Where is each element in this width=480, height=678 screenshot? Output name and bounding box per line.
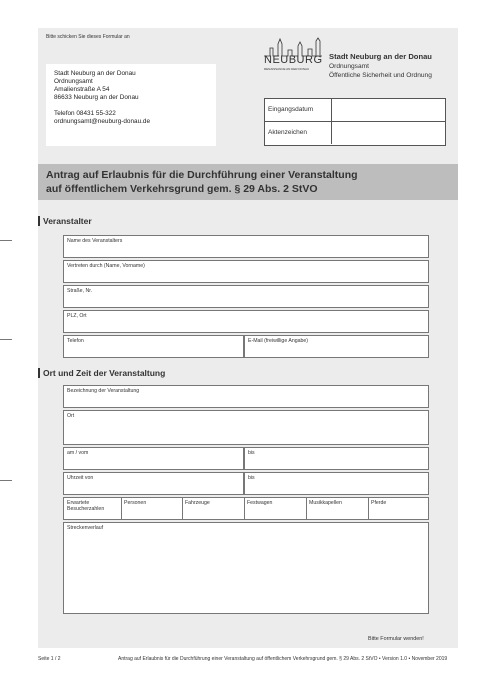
footer-text: Antrag auf Erlaubnis für die Durchführung einer Veranstaltung auf öffentlichem Verkehrsgrund gem. § 29 Abs. 2 StVO • Version 1.0 • November 2019 [118,656,448,662]
org-name: Stadt Neuburg an der Donau [329,52,432,61]
musikkapellen-label[interactable]: Musikkapellen [309,500,342,506]
form-title [38,164,458,200]
name-field[interactable] [63,235,429,258]
office-use-box [264,98,446,146]
divider [244,498,245,519]
telefon-field[interactable] [63,335,244,358]
divider [306,498,307,519]
am-vom-field[interactable] [63,447,244,470]
address-line: Amalienstraße A 54 [54,86,110,93]
section-marker [38,368,40,378]
field-label: Straße, Nr. [67,288,93,294]
ort-field[interactable] [63,410,429,445]
divider [368,498,369,519]
field-label: Name des Veranstalters [67,238,123,244]
festwagen-label[interactable]: Festwagen [247,500,273,506]
section-heading-text: Veranstalter [43,216,92,226]
uhrzeit-field[interactable] [63,472,244,495]
email-field[interactable] [244,335,429,358]
divider [121,498,122,519]
bis-date-field[interactable] [244,447,429,470]
strasse-field[interactable] [63,285,429,308]
title-line-1: Antrag auf Erlaubnis für die Durchführung einer Veranstaltung [46,169,358,181]
field-label: Telefon [67,338,84,344]
besucher-row [63,497,429,520]
address-line: Ordnungsamt [54,78,93,85]
field-label: am / vom [67,450,89,456]
field-label: Uhrzeit von [67,475,94,481]
field-label: bis [248,450,255,456]
title-line-2: auf öffentlichem Verkehrsgrund gem. § 29 Abs. 2 StVO [46,183,318,195]
divider [182,498,183,519]
address-line: Telefon 08431 55-322 [54,110,116,117]
address-line [54,102,150,110]
org-sub: Öffentliche Sicherheit und Ordnung [329,72,432,79]
strecke-field[interactable] [63,522,429,614]
send-note: Bitte schicken Sie dieses Formular an [46,34,130,40]
bezeichnung-field[interactable] [63,385,429,408]
section-heading-text: Ort und Zeit der Veranstaltung [43,368,166,378]
field-label: Streckenverlauf [67,525,104,531]
address-window [46,64,216,146]
field-label: Bezeichnung der Veranstaltung [67,388,140,394]
bis-time-field[interactable] [244,472,429,495]
address-line: ordnungsamt@neuburg-donau.de [54,118,151,125]
fold-mark [0,480,12,481]
address-line: 86633 Neuburg an der Donau [54,94,139,101]
aktenzeichen-row[interactable] [265,122,445,144]
logo-word: NEUBURG [264,54,323,66]
pferde-label[interactable]: Pferde [371,500,387,506]
aktenzeichen-label: Aktenzeichen [268,129,308,136]
eingangsdatum-label: Eingangsdatum [268,106,314,113]
fold-mark [0,240,12,241]
plz-field[interactable] [63,310,429,333]
fold-mark [0,339,12,340]
page-number: Seite 1 / 2 [38,656,61,662]
turn-note: Bitte Formular wenden! [368,636,424,642]
org-dept: Ordnungsamt [329,63,369,70]
field-label: Ort [67,413,75,419]
field-label: E-Mail (freiwillige Angabe) [248,338,308,344]
section-marker [38,216,40,226]
divider [331,122,332,144]
field-label: Vertreten durch (Name, Vorname) [67,263,145,269]
personen-label[interactable]: Personen [124,500,147,506]
fahrzeuge-label[interactable]: Fahrzeuge [185,500,210,506]
eingangsdatum-row[interactable] [265,99,445,122]
vertreten-field[interactable] [63,260,429,283]
field-label: PLZ, Ort [67,313,87,319]
section-heading-ort-zeit [38,368,165,378]
city-logo [262,36,324,76]
besucher-label: Erwartete Besucherzahlen [67,500,105,512]
address-line: Stadt Neuburg an der Donau [54,70,136,77]
divider [331,99,332,121]
logo-tagline: RENAISSANCE AN DER DONAU [264,67,310,71]
section-heading-veranstalter [38,216,92,226]
field-label: bis [248,475,255,481]
